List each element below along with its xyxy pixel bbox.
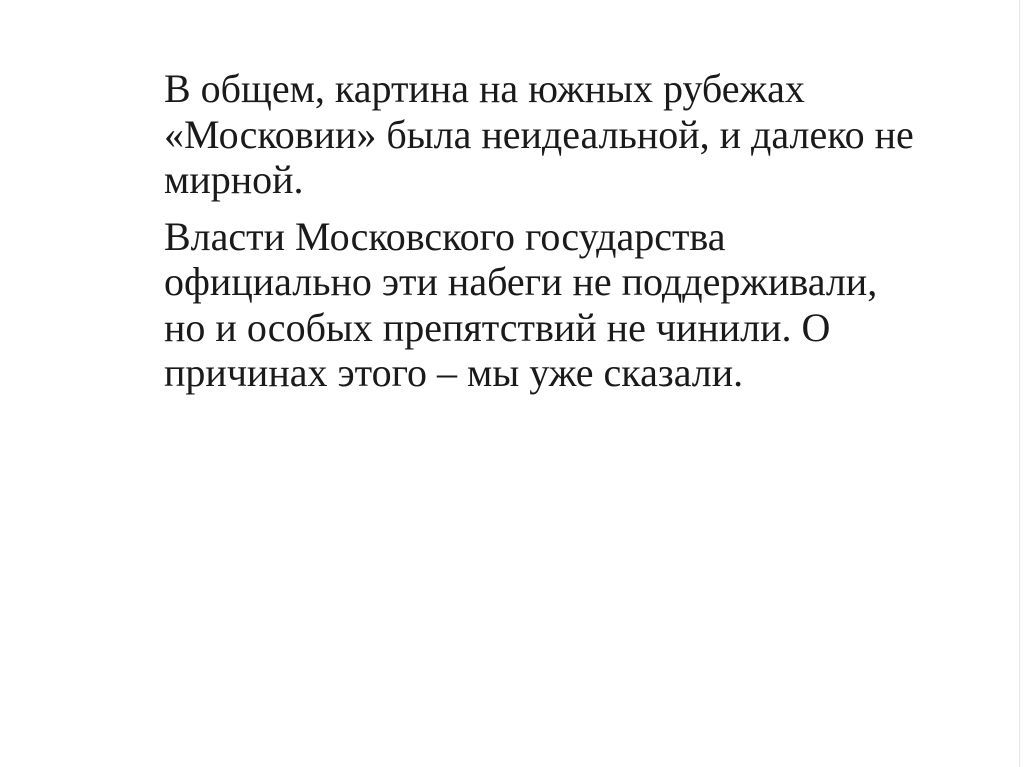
paragraph-2-line-3: но и особых препятствий не чинили. О	[164, 304, 831, 350]
paragraph-1-line-2: «Московии» была неидеальной, и далеко не	[164, 111, 914, 157]
paragraph-1-line-1: В общем, картина на южных рубежах	[164, 66, 805, 111]
slide-edge-divider	[1019, 0, 1020, 767]
paragraph-1	[101, 66, 981, 203]
paragraph-2-line-1: Власти Московского государства	[164, 213, 726, 259]
paragraph-2-line-2: официально эти набеги не поддерживали,	[164, 259, 878, 304]
slide-body-text	[101, 66, 981, 396]
paragraph-2	[101, 214, 981, 396]
paragraph-2-line-4: причинах этого – мы уже сказали.	[164, 350, 744, 395]
paragraph-1-line-3: мирной.	[164, 157, 304, 202]
